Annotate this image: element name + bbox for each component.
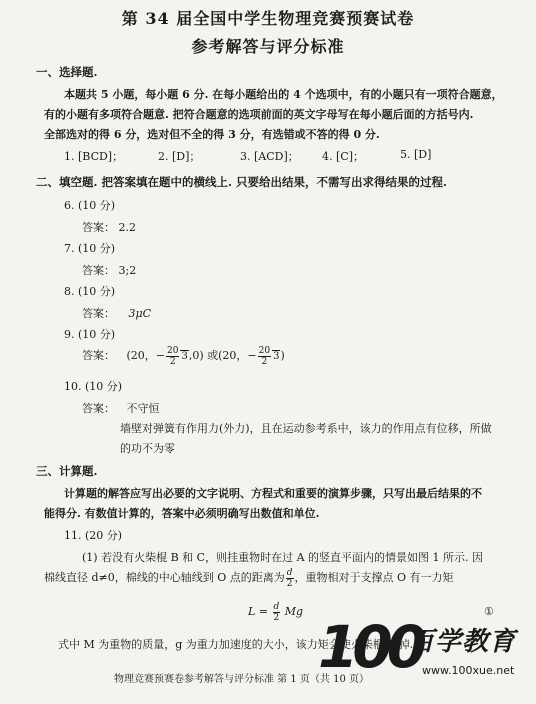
question-11: 11. (20 分): [64, 529, 123, 542]
answer-9-label: 答案：: [82, 349, 115, 362]
watermark-brand: 百学教育: [408, 627, 517, 657]
answer-2: 2. [D]；: [158, 150, 201, 163]
section-1-line-1: 本题共 5 小题，每小题 6 分. 在每小题给出的 4 个选项中，有的小题只有一项符合题意，: [64, 88, 503, 101]
answer-8-label: 答案：: [82, 307, 115, 320]
question-6: 6. (10 分): [64, 199, 116, 212]
page-title: 第 34 届全国中学生物理竞赛预赛试卷: [121, 9, 415, 28]
answer-5: 5. [D]: [400, 148, 432, 161]
section-2-heading: 二、填空题. 把答案填在题中的横线上. 只要给出结果，不需写出求得结果的过程.: [36, 175, 448, 189]
question-7: 7. (10 分): [64, 242, 116, 255]
answer-4: 4. [C]；: [322, 150, 364, 163]
equation-1: [248, 600, 303, 624]
answer-9-part-3: ): [280, 349, 285, 362]
question-8: 8. (10 分): [64, 285, 116, 298]
watermark-logo: [318, 612, 536, 704]
answer-9: [82, 344, 285, 368]
section-1-heading: 一、选择题.: [36, 65, 98, 79]
section-1-line-3: 全部选对的得 6 分，选对但不全的得 3 分，有选错或不答的得 0 分.: [44, 128, 380, 141]
page-subtitle: 参考解答与评分标准: [191, 37, 345, 56]
answer-3: 3. [ACD]；: [240, 150, 299, 163]
answer-8: [82, 305, 151, 321]
answer-10: [82, 400, 160, 416]
answer-9-sqrt-1: 3: [181, 351, 188, 362]
section-3-intro-2: 能得分. 有数值计算的，答案中必须明确写出数值和单位.: [44, 507, 320, 520]
answer-9-part-2: ,0) 或(20，−: [188, 349, 257, 362]
answer-10-explanation-1: 墙壁对弹簧有作用力(外力)，且在运动参考系中，该力的作用点有位移，所做: [120, 422, 492, 435]
question-11-para-3: 式中 M 为重物的质量，g 为重力加速度的大小，该力矩会使火柴棍 A 掉.: [58, 638, 414, 651]
question-10: 10. (10 分): [64, 380, 123, 393]
answer-10-value: 不守恒: [126, 402, 160, 415]
answer-8-value: 3μC: [128, 307, 152, 320]
answer-9-sqrt-2: 3: [273, 351, 280, 362]
answer-10-explanation-2: 的功不为零: [120, 442, 175, 455]
equation-rhs: Mg: [284, 605, 304, 618]
section-3-heading: 三、计算题.: [36, 464, 98, 478]
answer-9-fraction-2: $\frac{20}{2}$: [258, 345, 271, 367]
equation-fraction: $\frac{d}{2}$: [273, 601, 280, 623]
equation-lhs: L =: [248, 605, 269, 618]
section-1-line-2: 有的小题有多项符合题意. 把符合题意的选项前面的英文字母写在每小题后面的方括号内.: [44, 108, 474, 121]
watermark-url: www.100xue.net: [422, 664, 515, 677]
answer-6: 答案： 2.2: [82, 221, 136, 234]
question-11-para-1: (1) 若没有火柴棍 B 和 C，则挂重物时在过 A 的竖直平面内的情景如图 1 所示. 因: [82, 551, 483, 564]
answer-9-fraction-1: $\frac{20}{2}$: [167, 345, 179, 367]
question-11-para-2: [44, 566, 454, 590]
para-2-part-1: 棉线直径 d≠0，棉线的中心轴线到 O 点的距离为: [44, 571, 285, 584]
question-9: 9. (10 分): [64, 328, 116, 341]
answer-7: 答案： 3;2: [82, 264, 137, 277]
section-3-intro-1: 计算题的解答应写出必要的文字说明、方程式和重要的演算步骤，只写出最后结果的不: [64, 487, 482, 500]
para-2-part-2: ，重物相对于支撑点 O 有一力矩: [294, 571, 454, 584]
page-footer: 物理竞赛预赛卷参考解答与评分标准 第 1 页（共 10 页）: [114, 674, 369, 685]
answer-1: 1. [BCD]；: [64, 150, 124, 163]
watermark-number: 100: [318, 613, 422, 681]
para-2-fraction: $\frac{d}{2}$: [286, 567, 293, 589]
answer-10-label: 答案：: [82, 402, 115, 415]
answer-9-part-1: (20，−: [126, 349, 166, 362]
equation-number: ①: [484, 605, 494, 618]
